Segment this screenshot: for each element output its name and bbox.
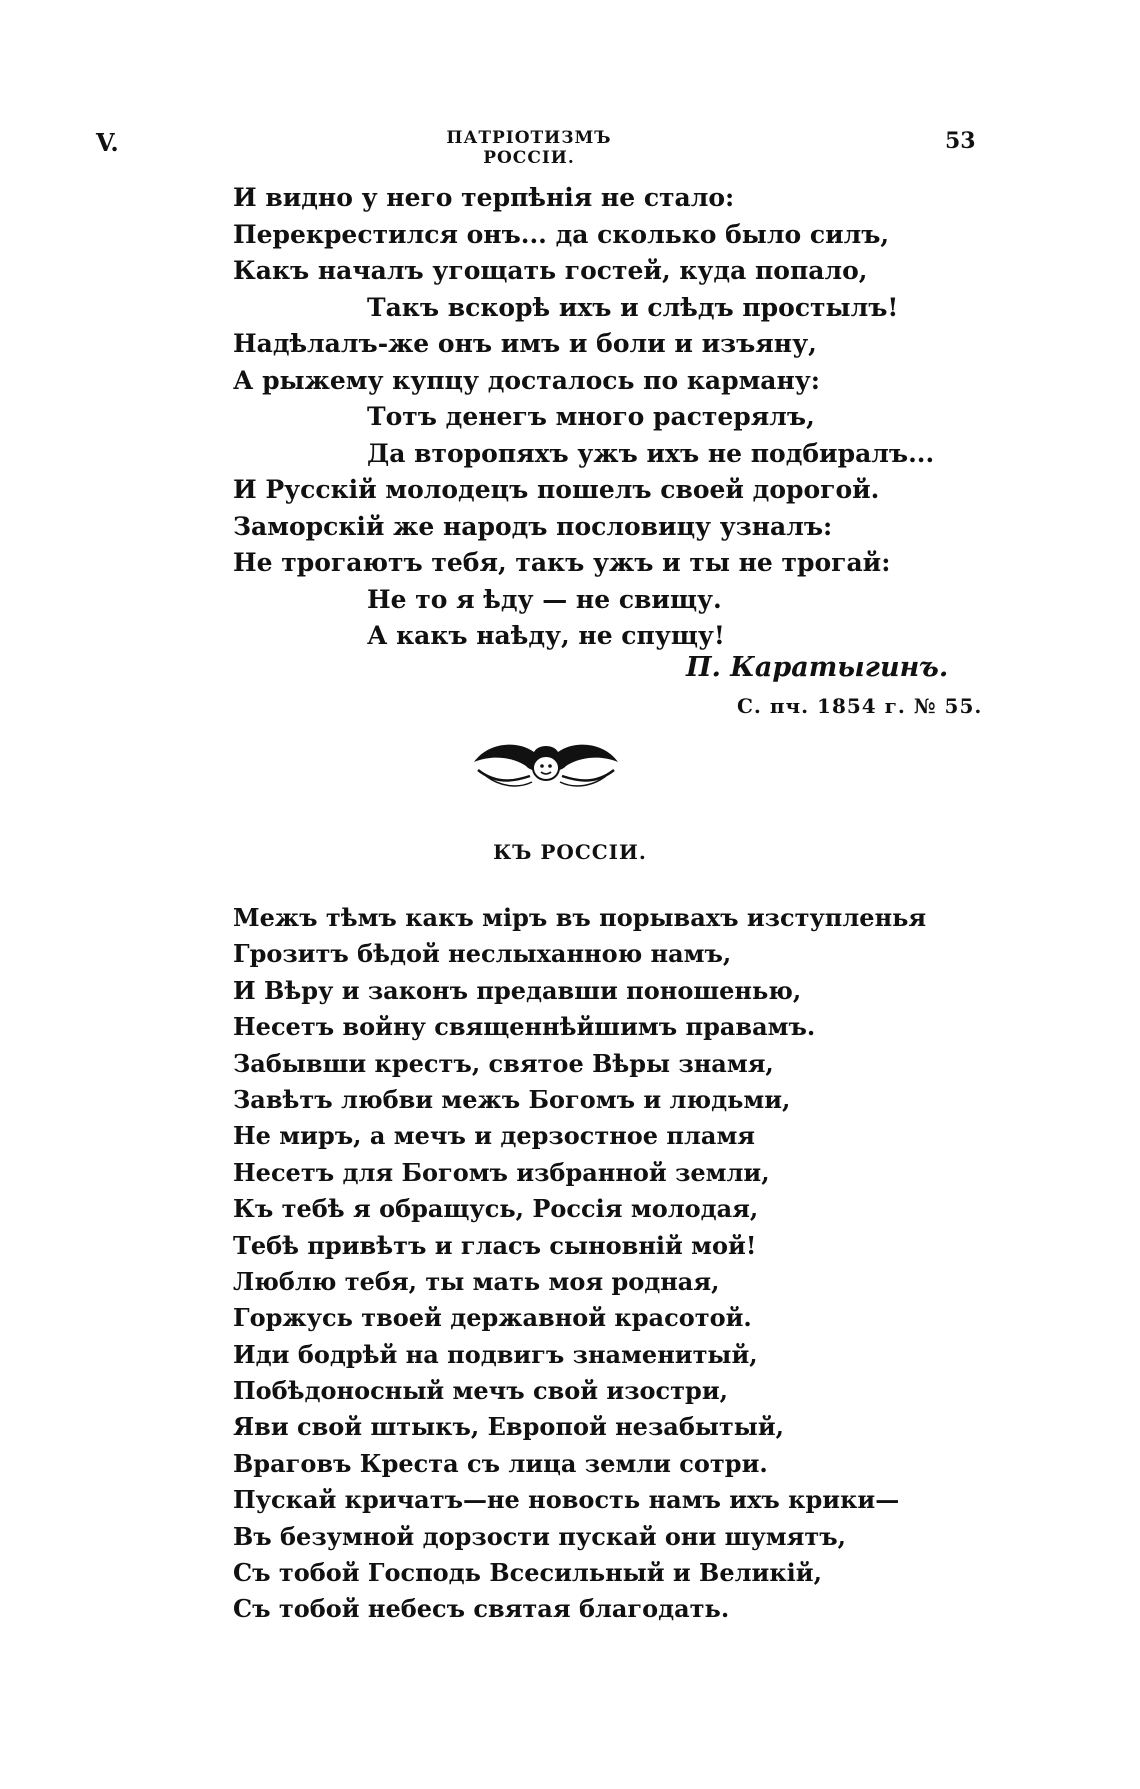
poem-line: И Русскій молодецъ пошелъ своей дорогой.	[233, 475, 880, 504]
poem-line: Яви свой штыкъ, Европой незабытый,	[233, 1412, 784, 1442]
poem-line: Не миръ, а мечъ и дерзостное пламя	[233, 1121, 756, 1151]
poem-line: Съ тобой небесъ святая благодать.	[233, 1594, 730, 1624]
poem-line: Перекрестился онъ... да сколько было силъ,	[233, 219, 890, 249]
poem-line: Люблю тебя, ты мать моя родная,	[233, 1266, 720, 1296]
poem-line: Забывши крестъ, святое Вѣры знамя,	[233, 1048, 774, 1078]
running-head: ПАТРІОТИЗМЪ РОССІИ.	[446, 128, 612, 168]
source-citation: С. пч. 1854 г. № 55.	[737, 694, 983, 718]
poem-line: Къ тебѣ я обращусь, Россія молодая,	[233, 1194, 759, 1224]
poem-line: Не трогаютъ тебя, такъ ужъ и ты не трогай:	[233, 548, 891, 577]
poem-line: Горжусь твоей державной красотой.	[233, 1303, 752, 1333]
poem-2	[233, 900, 926, 1628]
poem-line: И видно у него терпѣнія не стало:	[233, 183, 735, 212]
poem-line: Завѣтъ любви межъ Богомъ и людьми,	[233, 1084, 791, 1114]
poem-line: Въ безумной дорзости пускай они шумятъ,	[233, 1521, 847, 1551]
poem-line: А рыжему купцу досталось по карману:	[233, 365, 821, 395]
poem-line: Несетъ войну священнѣйшимъ правамъ.	[233, 1012, 816, 1042]
poem-line: А какъ наѣду, не спущу!	[367, 621, 725, 650]
author-signature: П. Каратыгинъ.	[686, 652, 949, 683]
poem-line: Тебѣ привѣтъ и гласъ сыновній мой!	[233, 1230, 757, 1260]
cherub-ornament-icon	[468, 722, 624, 792]
poem-line: Заморскій же народъ пословицу узналъ:	[233, 511, 833, 541]
poem-line: Враговъ Креста съ лица земли сотри.	[233, 1448, 768, 1478]
poem-line: Грозитъ бѣдой неслыханною намъ,	[233, 939, 732, 969]
poem-line: Межъ тѣмъ какъ міръ въ порывахъ изступленья	[233, 903, 927, 932]
poem-line: И Вѣру и законъ предавши поношенью,	[233, 975, 802, 1005]
poem-line: Несетъ для Богомъ избранной земли,	[233, 1157, 770, 1187]
poem-line: Надѣлалъ-же онъ имъ и боли и изъяну,	[233, 329, 817, 358]
poem-line: Такъ вскорѣ ихъ и слѣдъ простылъ!	[367, 292, 899, 322]
poem-line: Пускай кричатъ—не новость намъ ихъ крики—	[233, 1485, 900, 1515]
poem-line: Не то я ѣду — не свищу.	[367, 584, 722, 614]
poem-line: Побѣдоносный мечъ свой изостри,	[233, 1376, 728, 1406]
poem-line: Тотъ денегъ много растерялъ,	[367, 402, 815, 431]
section-marker: V.	[96, 128, 119, 157]
poem-line: Какъ началъ угощать гостей, куда попало,	[233, 256, 868, 285]
poem-line: Да второпяхъ ужъ ихъ не подбиралъ...	[367, 438, 935, 468]
poem-1	[233, 180, 934, 655]
page-number: 53	[945, 128, 976, 154]
poem-line: Иди бодрѣй на подвигъ знаменитый,	[233, 1339, 758, 1369]
poem-2-title: КЪ РОССІИ.	[493, 840, 647, 864]
poem-line: Съ тобой Господь Всесильный и Великій,	[233, 1558, 822, 1588]
